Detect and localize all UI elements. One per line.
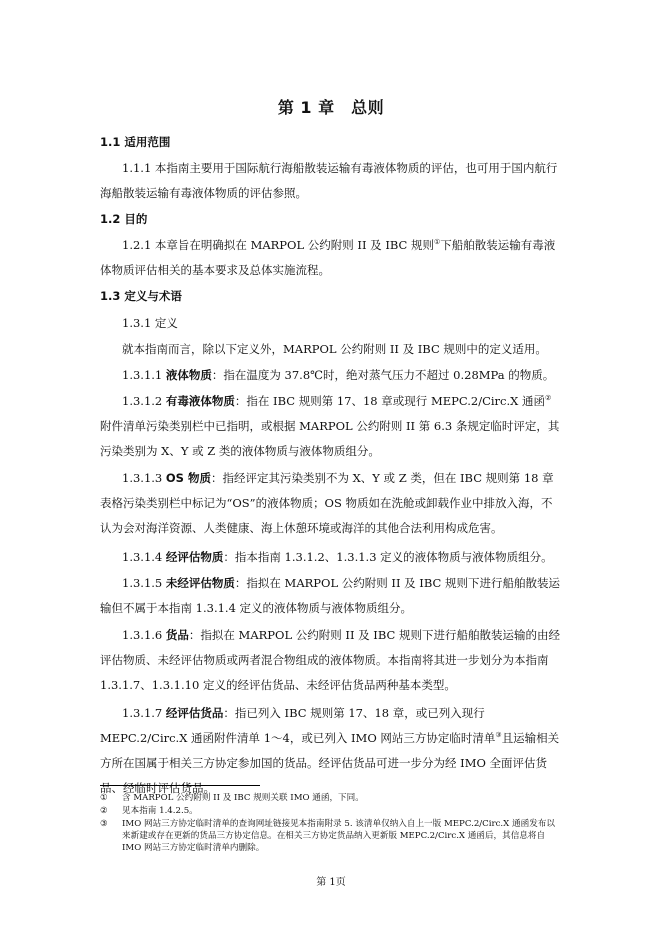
definition-text: 附件清单污染类别栏中已指明，或根据 MARPOL 公约附则 II 第 6.3 条规定临时评定，其污染类别为 X、Y 或 Z 类的液体物质与液体物质组分。 (100, 419, 560, 458)
definition-text: ：指拟在 MARPOL 公约附则 II 及 IBC 规则下进行船舶散装运输但不属于本指南 1.3.1.4 定义的液体物质与液体物质组分。 (100, 576, 560, 615)
definition-text: ：指经评定其污染类别不为 X、Y 或 Z 类，但在 IBC 规则第 18 章表格污染类别栏中标记为“OS”的液体物质；OS 物质如在洗舱或卸载作业中排放入海，不认为会对海洋资源、人类健康、海上休憩环境或海洋的其他合法利用构成危害。 (100, 471, 554, 535)
definition-text: ：指本指南 1.3.1.2、1.3.1.3 定义的液体物质与液体物质组分。 (223, 550, 553, 564)
definition-term: 货品 (165, 628, 189, 642)
paragraph-text: 1.2.1 本章旨在明确拟在 MARPOL 公约附则 II 及 IBC 规则 (122, 238, 434, 252)
definition-text: ：指已列入 IBC 规则第 17、18 章，或已列入现行 MEPC.2/Circ.X 通函附件清单 1～4，或已列入 IMO 网站三方协定临时清单 (100, 706, 496, 745)
definition-1-3-1-3 (100, 466, 562, 541)
page-number: 第 1页 (316, 877, 346, 888)
footnote-text: 见本指南 1.4.2.5。 (122, 806, 198, 816)
definition-number: 1.3.1.2 (122, 394, 166, 408)
definition-text: ：指拟在 MARPOL 公约附则 II 及 IBC 规则下进行船舶散装运输的由经评估物质、未经评估物质或两者混合物组成的液体物质。本指南将其进一步划分为本指南 1.3.1.7、1.3.1.10 定义的经评估货品、未经评估货品两种基本类型。 (100, 628, 560, 692)
definition-text: ：指在温度为 37.8℃时，绝对蒸气压力不超过 0.28MPa 的物质。 (211, 368, 555, 382)
definition-1-3-1-4 (100, 545, 562, 570)
chapter-title: 第 1 章 总则 (277, 98, 385, 117)
paragraph-1-1-1: 1.1.1 本指南主要用于国际航行海船散装运输有毒液体物质的评估，也可用于国内航行海船散装运输有毒液体物质的评估参照。 (100, 161, 558, 200)
definition-number: 1.3.1.6 (122, 628, 166, 642)
footnote-ref-3: ③ (495, 731, 502, 740)
definition-1-3-1-5 (100, 571, 562, 621)
definition-1-3-1-6 (100, 623, 562, 698)
definition-term: 液体物质 (165, 368, 212, 382)
definition-term: OS 物质 (165, 471, 211, 485)
definition-1-3-1-7 (100, 701, 562, 801)
footnote-text: IMO 网站三方协定临时清单的查询网址链接见本指南附录 5. 该清单仅纳入自上一版 MEPC.2/Circ.X 通函发布以来新建或存在更新的货品三方协定信息。在相关三方协定货品纳入更新版 MEPC.2/Circ.X 通函后，其信息将自 IMO 网站三方协定临时清单内删除。 (122, 819, 555, 853)
section-heading-1-2: 1.2 目的 (100, 212, 148, 226)
paragraph-1-2-1 (100, 233, 562, 283)
subsection-heading-1-3-1: 1.3.1 定义 (122, 316, 178, 330)
footnote-ref-2: ② (545, 394, 552, 403)
definitions-intro: 就本指南而言，除以下定义外，MARPOL 公约附则 II 及 IBC 规则中的定义适用。 (122, 342, 547, 356)
section-heading-1-3: 1.3 定义与术语 (100, 289, 182, 303)
section-heading-1-1: 1.1 适用范围 (100, 135, 171, 149)
definition-number: 1.3.1.1 (122, 368, 166, 382)
definition-number: 1.3.1.5 (122, 576, 166, 590)
paragraph-text: 下船舶散装运输有毒液体物质评估相关的基本要求及总体实施流程。 (100, 238, 556, 277)
footnote-ref-1: ① (433, 238, 441, 247)
footnote-1 (100, 792, 562, 804)
footnote-divider (100, 785, 260, 786)
footnote-3 (100, 818, 562, 854)
definition-number: 1.3.1.4 (122, 550, 166, 564)
footnote-mark: ③ (100, 819, 108, 829)
definition-term: 未经评估物质 (165, 576, 235, 590)
definition-1-3-1-1 (100, 363, 562, 388)
definition-term: 有毒液体物质 (165, 394, 235, 408)
footnote-mark: ① (100, 793, 108, 803)
definition-term: 经评估物质 (165, 550, 224, 564)
footnote-2 (100, 805, 562, 817)
footnote-text: 含 MARPOL 公约附则 II 及 IBC 规则关联 IMO 通函，下同。 (122, 793, 364, 803)
definition-number: 1.3.1.7 (122, 706, 166, 720)
footnote-mark: ② (100, 806, 108, 816)
definition-term: 经评估货品 (165, 706, 224, 720)
definition-number: 1.3.1.3 (122, 471, 166, 485)
definition-text: 且运输相关方所在国属于相关三方协定参加国的货品。经评估货品可进一步分为经 IMO 全面评估货品、经临时评估货品。 (100, 731, 560, 795)
definition-text: ：指在 IBC 规则第 17、18 章或现行 MEPC.2/Circ.X 通函 (234, 394, 545, 408)
definition-1-3-1-2 (100, 389, 562, 464)
